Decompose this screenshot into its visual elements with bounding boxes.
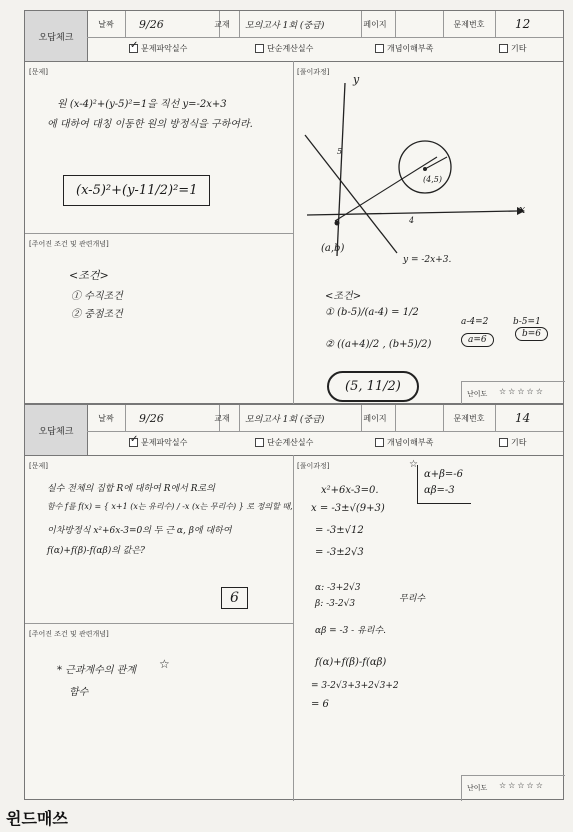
check-label: 기타: [511, 438, 527, 447]
page-label: 페이지: [355, 11, 396, 37]
work-step-3: = -3±√12: [315, 525, 364, 536]
sheet-header: [25, 11, 563, 62]
difficulty-divider-v: [461, 775, 462, 801]
problem-number-value: 14: [515, 411, 531, 425]
vieta-product: αβ=-3: [424, 485, 455, 496]
check-calc-error[interactable]: [255, 437, 313, 448]
mistake-type-row: [87, 37, 563, 61]
sheet-type-label: 오답체크: [25, 11, 88, 61]
graph-point-center: (4,5): [423, 175, 442, 184]
check-other[interactable]: [499, 437, 526, 448]
difficulty-label: 난이도: [467, 784, 488, 792]
book-value: 모의고사 1회 (중급): [239, 405, 362, 431]
page-value: [395, 405, 444, 431]
page-label: 페이지: [355, 405, 396, 431]
graph-sketch: [297, 71, 565, 261]
vieta-box: [417, 465, 471, 504]
problem-text-2: 함수 f를 f(x) = { x+1 (x는 유리수) / -x (x는 무리수) } 로 정의할 때,: [47, 502, 293, 511]
check-label: 기타: [511, 44, 527, 53]
problem-text-1: 실수 전체의 집합 R에 대하여 R에서 R로의: [47, 484, 215, 494]
problem-number-value: 12: [515, 17, 531, 31]
check-label: 단순계산실수: [267, 44, 314, 53]
section-divider: [25, 233, 293, 234]
graph-y-label: y: [353, 73, 360, 86]
book-label: 교재: [205, 11, 240, 37]
difficulty-divider-v: [461, 381, 462, 405]
error-note-sheet-1: [24, 10, 564, 404]
problem-number-label: 문제번호: [443, 405, 496, 431]
check-calc-error[interactable]: [255, 43, 313, 54]
condition-1: * 근과계수의 관계: [57, 665, 136, 676]
difficulty-label: 난이도: [467, 390, 488, 398]
date-value: 9/26: [125, 405, 220, 431]
difficulty-divider: [461, 775, 565, 776]
problem-text-4: f(α)+f(β)-f(αβ)의 값은?: [47, 546, 145, 556]
condition-section-label: [주어진 조건 및 관련개념]: [29, 630, 109, 638]
book-value: 모의고사 1회 (중급): [239, 11, 362, 37]
checkbox[interactable]: [255, 438, 264, 447]
work-step-1: ① (b-5)/(a-4) = 1/2: [325, 307, 419, 318]
work-step-1: x²+6x-3=0.: [321, 485, 379, 496]
sheet-header: [25, 405, 563, 456]
work-condition-title: <조건>: [325, 291, 362, 302]
work-step-2: x = -3±√(9+3): [311, 503, 385, 514]
work-expr: f(α)+f(β)-f(αβ): [315, 657, 387, 668]
work-product: αβ = -3 - 유리수.: [315, 626, 387, 636]
work-section-label: [풀이과정]: [297, 68, 330, 76]
graph-x-label: x: [519, 203, 526, 216]
check-mark-icon: ✓: [130, 434, 139, 445]
work-final: = 6: [311, 699, 329, 710]
work-alpha: α: -3+2√3: [315, 583, 361, 593]
checkbox-checked[interactable]: [129, 434, 139, 447]
check-label: 개념이해부족: [387, 44, 434, 53]
vieta-sum: α+β=-6: [424, 469, 464, 480]
condition-section-label: [주어진 조건 및 관련개념]: [29, 240, 109, 248]
graph-line-equation: y = -2x+3.: [403, 255, 452, 265]
problem-section-label: [문제]: [29, 462, 48, 470]
work-beta: β: -3-2√3: [315, 599, 356, 609]
header-info-row: [87, 405, 563, 432]
problem-text-3: 이차방정식 x²+6x-3=0의 두 근 α, β에 대하여: [47, 526, 232, 536]
work-eq-b: b-5=1: [513, 317, 541, 327]
graph-tick-4: 4: [409, 216, 415, 225]
answer-box: 6: [221, 587, 248, 609]
error-note-sheet-2: [24, 404, 564, 800]
work-a-result: a=6: [461, 333, 494, 347]
column-divider: [293, 455, 294, 801]
check-label: 개념이해부족: [387, 438, 434, 447]
book-label: 교재: [205, 405, 240, 431]
sheet-type-label: 오답체크: [25, 405, 88, 455]
answer-box: (x-5)²+(y-11/2)²=1: [63, 175, 210, 206]
checkbox[interactable]: [255, 44, 264, 53]
check-label: 문제파악실수: [141, 44, 188, 53]
graph-tick-5: 5: [337, 147, 343, 156]
checkbox[interactable]: [499, 438, 508, 447]
checkbox[interactable]: [375, 438, 384, 447]
date-label: 날짜: [87, 11, 126, 37]
date-value: 9/26: [125, 11, 220, 37]
problem-text-2: 에 대하여 대칭 이동한 원의 방정식을 구하여라.: [47, 119, 253, 130]
work-b-result: b=6: [515, 327, 548, 341]
difficulty-divider: [461, 381, 565, 382]
graph-point-ab: (a,b): [321, 243, 345, 254]
checkbox[interactable]: [499, 44, 508, 53]
star-mark-icon: ☆: [409, 459, 418, 470]
star-mark-icon: ☆: [159, 657, 170, 671]
check-label: 문제파악실수: [141, 438, 188, 447]
work-irrational-note: 무리수: [399, 594, 426, 604]
work-section-label: [풀이과정]: [297, 462, 330, 470]
section-divider: [25, 623, 293, 624]
work-expand: = 3-2√3+3+2√3+2: [311, 681, 399, 691]
problem-number-label: 문제번호: [443, 11, 496, 37]
work-final-answer: (5, 11/2): [327, 371, 419, 402]
header-info-row: [87, 11, 563, 38]
check-mark-icon: ✓: [130, 40, 139, 51]
condition-title: <조건>: [69, 269, 109, 282]
column-divider: [293, 61, 294, 405]
check-concept[interactable]: [375, 43, 433, 54]
brand-logo: 윈드매쓰: [6, 809, 68, 828]
check-other[interactable]: [499, 43, 526, 54]
work-eq-a: a-4=2: [461, 317, 489, 327]
condition-1: ① 수직조건: [71, 291, 123, 302]
problem-text-1: 원 (x-4)²+(y-5)²=1을 직선 y=-2x+3: [57, 99, 227, 110]
check-misread[interactable]: [129, 434, 188, 448]
difficulty-stars: ☆☆☆☆☆: [499, 387, 545, 396]
check-misread[interactable]: [129, 40, 188, 54]
mistake-type-row: [87, 431, 563, 455]
date-label: 날짜: [87, 405, 126, 431]
checkbox-checked[interactable]: [129, 40, 139, 53]
condition-2: ② 중점조건: [71, 309, 123, 320]
work-step-2: ② ((a+4)/2 , (b+5)/2): [325, 339, 432, 350]
check-label: 단순계산실수: [267, 438, 314, 447]
condition-2: 함수: [69, 687, 89, 698]
checkbox[interactable]: [375, 44, 384, 53]
check-concept[interactable]: [375, 437, 433, 448]
page-value: [395, 11, 444, 37]
work-step-4: = -3±2√3: [315, 547, 364, 558]
difficulty-stars: ☆☆☆☆☆: [499, 781, 545, 790]
problem-section-label: [문제]: [29, 68, 48, 76]
